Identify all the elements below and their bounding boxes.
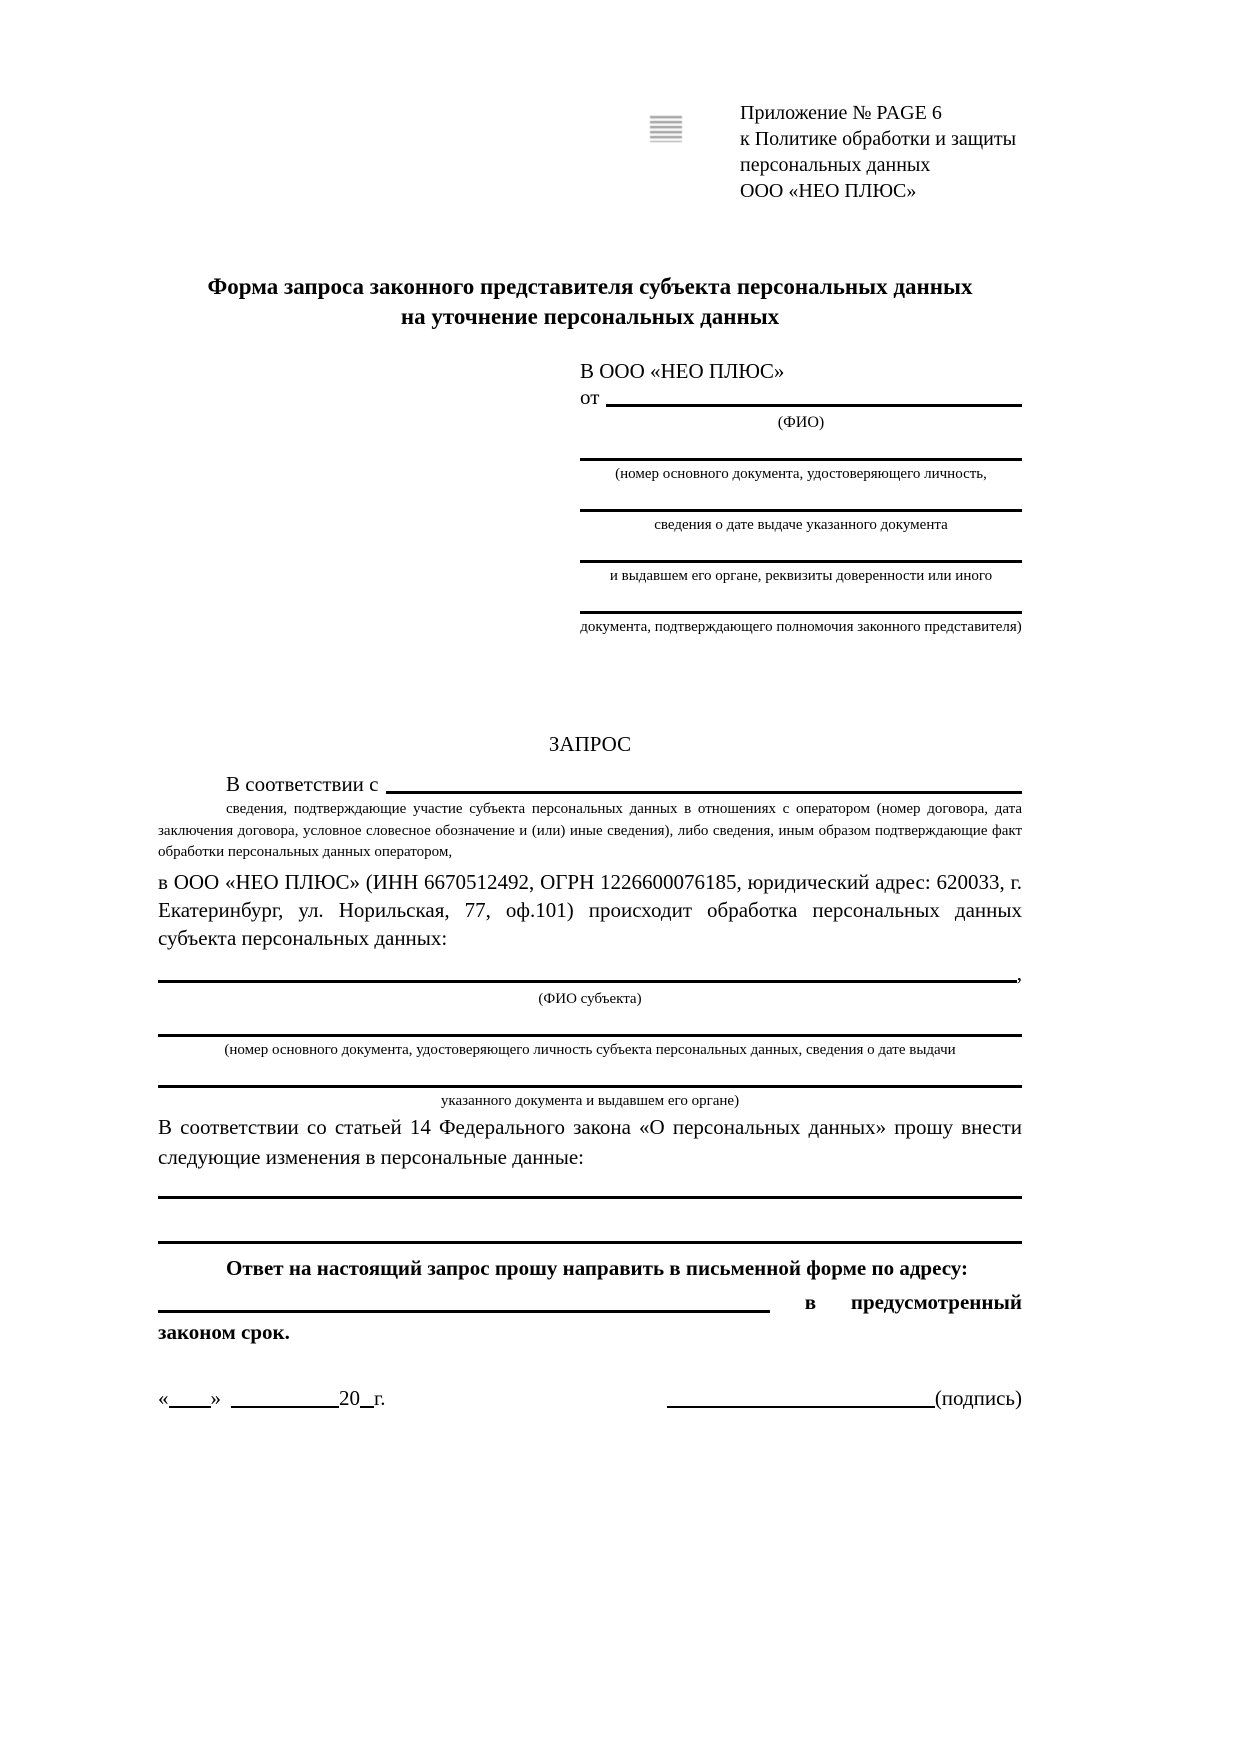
doc-caption-3: и выдавшем его органе, реквизиты доверенности или иного (609, 568, 993, 584)
accordance-row (158, 771, 1022, 797)
doc-field-group-2 (580, 509, 1022, 534)
from-label: от (580, 385, 600, 409)
request-heading: ЗАПРОС (548, 732, 632, 756)
month-field-line (231, 1406, 339, 1408)
law-paragraph: В соответствии со статьей 14 Федерального закона «О персональных данных» прошу внести следующие изменения в персональные данные: (158, 1114, 1022, 1169)
accordance-field-line (386, 791, 1023, 794)
signature-field (667, 1384, 1022, 1412)
changes-field-line-1 (158, 1196, 1022, 1199)
doc-caption-4: документа, подтверждающего полномочия законного представителя) (580, 619, 1022, 635)
addressee-to: В ООО «НЕО ПЛЮС» (580, 359, 785, 383)
page-title (158, 272, 1022, 332)
doc-field-group-1 (580, 458, 1022, 483)
response-closing: законом срок. (158, 1319, 290, 1344)
address-field-line (158, 1310, 770, 1313)
subject-fio-row (158, 960, 1022, 986)
day-field-line (169, 1406, 211, 1408)
page-title-line-1: Форма запроса законного представителя субъекта персональных данных (207, 274, 973, 299)
doc-field-group-4 (580, 611, 1022, 636)
appendix-line-4: ООО «НЕО ПЛЮС» (740, 180, 917, 202)
footnote-text: сведения, подтверждающие участие субъекта персональных данных в отношениях с оператором (номер договора, дата заключения договора, условное словесное обозначение и (или) иные сведения), либо сведения, иным образом подтверждающие факт обработки персональных данных оператором, (158, 801, 1022, 860)
signature-row (158, 1384, 1022, 1412)
address-row (158, 1288, 1022, 1316)
doc-caption-1: (номер основного документа, удостоверяющего личность, (615, 466, 987, 482)
fio-field-line (606, 404, 1022, 407)
signature-line (667, 1406, 935, 1408)
changes-field-line-2 (158, 1241, 1022, 1244)
year-field-line (360, 1406, 374, 1408)
date-field (158, 1384, 386, 1412)
subject-fio-caption: (ФИО субъекта) (538, 990, 642, 1007)
doc-field-line-2 (580, 509, 1022, 512)
subject-doc-caption-1: (номер основного документа, удостоверяющего личность субъекта персональных данных, сведения о дате выдачи (224, 1041, 956, 1058)
appendix-header (740, 100, 1022, 204)
subject-doc-group-2 (158, 1085, 1022, 1110)
year-suffix: г. (374, 1385, 386, 1410)
doc-field-line-1 (580, 458, 1022, 461)
response-word-stipulated: предусмотренный (850, 1289, 1022, 1314)
page-title-line-2: на уточнение персональных данных (400, 304, 780, 329)
document-content (158, 0, 1022, 1412)
subject-doc-caption-2: указанного документа и выдавшем его органе) (440, 1092, 740, 1109)
accordance-label: В соответствии с (226, 772, 379, 796)
addressee-block (580, 358, 1022, 636)
date-close-quote: » (210, 1385, 221, 1410)
year-prefix: 20 (339, 1385, 360, 1410)
subject-doc-line-2 (158, 1085, 1022, 1088)
appendix-line-2: к Политике обработки и защиты (740, 128, 1017, 150)
doc-field-group-3 (580, 560, 1022, 585)
response-word-in: в (804, 1289, 817, 1314)
doc-caption-2: сведения о дате выдаче указанного документа (654, 517, 948, 533)
subject-comma: , (1016, 960, 1022, 985)
doc-field-line-3 (580, 560, 1022, 563)
subject-fio-field-line (158, 980, 1017, 983)
subject-doc-line-1 (158, 1034, 1022, 1037)
appendix-line-1: Приложение № PAGE 6 (740, 102, 942, 124)
subject-doc-group-1 (158, 1034, 1022, 1059)
fio-caption: (ФИО) (777, 414, 825, 431)
operator-paragraph: в ООО «НЕО ПЛЮС» (ИНН 6670512492, ОГРН 1226600076185, юридический адрес: 620033, г. Екатеринбург, ул. Норильская, 77, оф.101) происходит обработка персональных данных субъекта персональных данных: (158, 869, 1022, 950)
signature-caption: (подпись) (934, 1385, 1022, 1410)
date-open-quote: « (158, 1385, 169, 1410)
from-row (580, 384, 1022, 410)
response-sentence: Ответ на настоящий запрос прошу направить в письменной форме по адресу: (226, 1255, 968, 1280)
appendix-line-3: персональных данных (740, 154, 931, 176)
doc-field-line-4 (580, 611, 1022, 614)
